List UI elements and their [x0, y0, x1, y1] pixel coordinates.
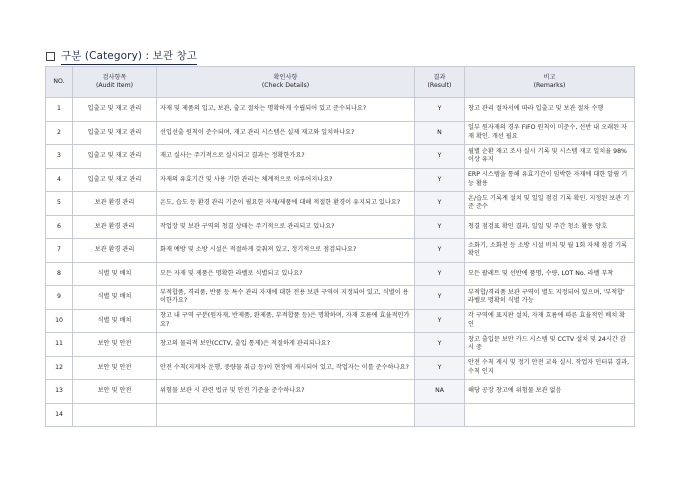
audit-table	[45, 66, 635, 427]
cell-check-details: 창고의 물리적 보안(CCTV, 출입 통제)은 적절하게 관리되나요?	[157, 333, 415, 357]
cell-remarks[interactable]: 청결 점검표 확인 결과, 일일 및 주간 청소 활동 양호	[465, 215, 635, 239]
cell-check-details[interactable]	[157, 403, 415, 427]
cell-audit-item: 보안 및 안전	[73, 356, 157, 380]
cell-audit-item: 입출고 및 재고 관리	[73, 121, 157, 145]
cell-audit-item: 식별 및 배치	[73, 286, 157, 310]
cell-result[interactable]: Y	[415, 98, 465, 122]
cell-check-details: 온도, 습도 등 환경 관리 기준이 필요한 자재/제품에 대해 적절한 환경이 유지되고 있나요?	[157, 192, 415, 216]
cell-result[interactable]: NA	[415, 380, 465, 404]
cell-remarks[interactable]: 창고 출입문 보안 카드 시스템 및 CCTV 설치 및 24시간 감시 중	[465, 333, 635, 357]
header-result-ko: 결과	[433, 73, 446, 81]
table-row	[46, 192, 635, 216]
cell-check-details: 안전 수칙(지게차 운행, 중량물 취급 등)이 현장에 게시되어 있고, 작업자는 이를 준수하나요?	[157, 356, 415, 380]
cell-remarks[interactable]: 해당 공장 창고에 위험물 보관 없음	[465, 380, 635, 404]
header-check-details	[157, 67, 415, 98]
table-row	[46, 168, 635, 192]
cell-no: 8	[46, 262, 73, 286]
cell-no: 2	[46, 121, 73, 145]
cell-check-details: 선입선출 원칙이 준수되며, 재고 관리 시스템은 실제 재고와 일치하나요?	[157, 121, 415, 145]
cell-audit-item: 보관 환경 관리	[73, 239, 157, 263]
header-audit-item	[73, 67, 157, 98]
cell-remarks[interactable]: 각 구역에 표지판 설치, 자재 흐름에 따른 효율적인 배치 확인	[465, 309, 635, 333]
table-row	[46, 262, 635, 286]
cell-no: 3	[46, 145, 73, 169]
cell-check-details: 위험물 보관 시 관련 법규 및 안전 기준을 준수하나요?	[157, 380, 415, 404]
cell-result[interactable]: Y	[415, 192, 465, 216]
table-row	[46, 145, 635, 169]
cell-result[interactable]: Y	[415, 145, 465, 169]
header-remarks	[465, 67, 635, 98]
cell-remarks[interactable]	[465, 403, 635, 427]
cell-check-details: 화재 예방 및 소방 시설은 적절하게 갖춰져 있고, 정기적으로 점검되나요?	[157, 239, 415, 263]
cell-result[interactable]: Y	[415, 356, 465, 380]
cell-check-details: 창고 내 구역 구분(원자재, 반제품, 완제품, 부적합품 등)은 명확하며, 자재 흐름에 효율적인가요?	[157, 309, 415, 333]
cell-check-details: 자재 및 제품의 입고, 보관, 출고 절차는 명확하게 수립되어 있고 준수되나요?	[157, 98, 415, 122]
cell-no: 7	[46, 239, 73, 263]
cell-no: 5	[46, 192, 73, 216]
cell-audit-item: 보안 및 안전	[73, 333, 157, 357]
header-check-ko: 확인사항	[273, 73, 298, 81]
cell-audit-item: 입출고 및 재고 관리	[73, 98, 157, 122]
cell-no: 12	[46, 356, 73, 380]
section-heading	[46, 48, 197, 65]
header-no: NO.	[46, 67, 73, 98]
table-row	[46, 239, 635, 263]
table-row	[46, 380, 635, 404]
cell-result[interactable]: N	[415, 121, 465, 145]
cell-no: 1	[46, 98, 73, 122]
cell-no: 14	[46, 403, 73, 427]
cell-result[interactable]: Y	[415, 215, 465, 239]
table-row	[46, 403, 635, 427]
cell-audit-item[interactable]	[73, 403, 157, 427]
cell-result[interactable]: Y	[415, 309, 465, 333]
cell-result[interactable]: Y	[415, 286, 465, 310]
cell-audit-item: 보관 환경 관리	[73, 215, 157, 239]
table-row	[46, 215, 635, 239]
cell-no: 4	[46, 168, 73, 192]
cell-result[interactable]: Y	[415, 262, 465, 286]
cell-check-details: 작업장 및 보관 구역의 청결 상태는 주기적으로 관리되고 있나요?	[157, 215, 415, 239]
section-title: 구분 (Category) : 보관 창고	[61, 48, 197, 65]
cell-result[interactable]: Y	[415, 168, 465, 192]
cell-audit-item: 식별 및 배치	[73, 309, 157, 333]
header-result	[415, 67, 465, 98]
cell-audit-item: 입출고 및 재고 관리	[73, 168, 157, 192]
cell-remarks[interactable]: 월별 순환 재고 조사 실시 기록 및 시스템 재고 일치율 98% 이상 유지	[465, 145, 635, 169]
cell-audit-item: 보안 및 안전	[73, 380, 157, 404]
header-check-en: (Check Details)	[261, 82, 310, 89]
cell-audit-item: 보관 환경 관리	[73, 192, 157, 216]
cell-audit-item: 식별 및 배치	[73, 262, 157, 286]
cell-remarks[interactable]: 모든 팔레트 및 선반에 품명, 수량, LOT No. 라벨 부착	[465, 262, 635, 286]
header-remarks-ko: 비고	[543, 73, 556, 81]
cell-check-details: 부적합품, 격리품, 반품 등 특수 관리 자재에 대한 전용 보관 구역이 지정되어 있고, 식별이 용이한가요?	[157, 286, 415, 310]
header-result-en: (Result)	[427, 82, 452, 89]
table-row	[46, 98, 635, 122]
cell-remarks[interactable]: 창고 관리 절차서에 따라 입출고 및 보관 절차 수행	[465, 98, 635, 122]
cell-check-details: 모든 자재 및 제품은 명확한 라벨로 식별되고 있나요?	[157, 262, 415, 286]
cell-remarks[interactable]: 일부 원자재의 경우 FIFO 원칙이 미준수, 선반 내 오래된 자재 확인. 개선 필요	[465, 121, 635, 145]
cell-no: 13	[46, 380, 73, 404]
cell-no: 11	[46, 333, 73, 357]
header-audit-item-ko: 검사항목	[102, 73, 127, 81]
header-audit-item-en: (Audit Item)	[95, 82, 134, 89]
cell-check-details: 자재의 유효기간 및 사용 기한 관리는 체계적으로 이루어지나요?	[157, 168, 415, 192]
cell-check-details: 재고 실사는 주기적으로 실시되고 결과는 정확한가요?	[157, 145, 415, 169]
cell-no: 10	[46, 309, 73, 333]
cell-remarks[interactable]: 온/습도 기록계 설치 및 일일 점검 기록 확인. 지정된 보관 기준 준수	[465, 192, 635, 216]
cell-remarks[interactable]: 소화기, 소화전 등 소방 시설 비치 및 월 1회 자체 점검 기록 확인	[465, 239, 635, 263]
table-row	[46, 333, 635, 357]
table-row	[46, 356, 635, 380]
cell-result[interactable]	[415, 403, 465, 427]
table-header-row	[46, 67, 635, 98]
checkbox-icon[interactable]	[46, 52, 55, 61]
header-remarks-en: (Remarks)	[533, 82, 566, 89]
table-row	[46, 286, 635, 310]
table-row	[46, 309, 635, 333]
cell-result[interactable]: Y	[415, 333, 465, 357]
table-row	[46, 121, 635, 145]
cell-no: 9	[46, 286, 73, 310]
cell-no: 6	[46, 215, 73, 239]
cell-audit-item: 입출고 및 재고 관리	[73, 145, 157, 169]
cell-remarks[interactable]: ERP 시스템을 통해 유효기간이 임박한 자재에 대한 알림 기능 활용	[465, 168, 635, 192]
cell-result[interactable]: Y	[415, 239, 465, 263]
cell-remarks[interactable]: 안전 수칙 게시 및 정기 안전 교육 실시. 작업자 인터뷰 결과, 수칙 인지	[465, 356, 635, 380]
cell-remarks[interactable]: 부적합/격리품 보관 구역이 별도 지정되어 있으며, '부적합' 라벨로 명확히 식별 가능	[465, 286, 635, 310]
